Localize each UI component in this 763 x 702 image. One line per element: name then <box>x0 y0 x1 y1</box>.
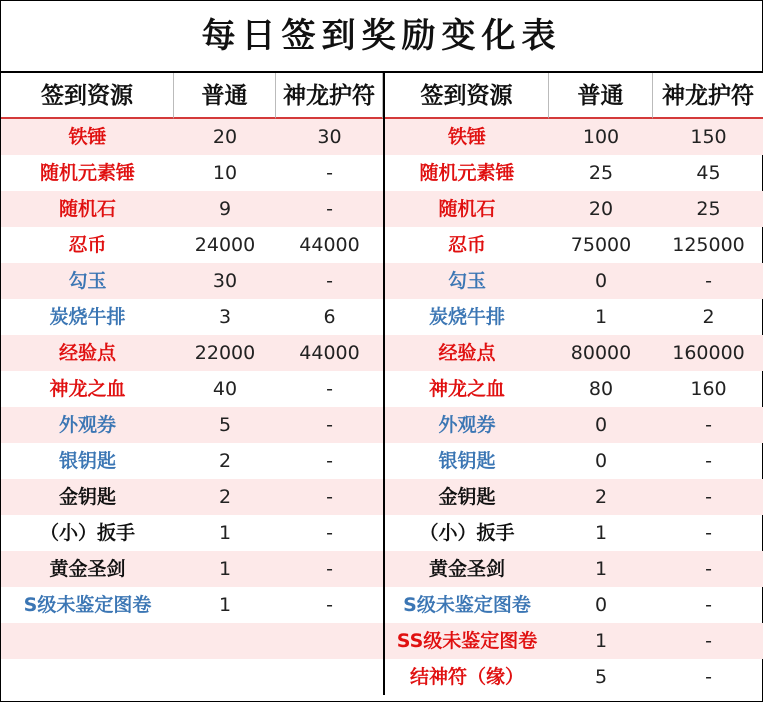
resource-name-cell: 炭烧牛排 <box>49 306 126 328</box>
normal-value-cell: 3 <box>218 306 232 328</box>
resource-name-cell: 黄金圣剑 <box>1 551 174 587</box>
normal-value-cell: 0 <box>594 594 608 616</box>
resource-name-cell: 外观券 <box>385 407 549 443</box>
resource-name-cell: （小）扳手 <box>39 522 135 544</box>
resource-name-cell: 随机石 <box>1 191 174 227</box>
amulet-value-cell: - <box>705 450 712 472</box>
amulet-value-cell: - <box>653 263 763 299</box>
normal-value-cell: 2 <box>549 479 653 515</box>
amulet-value-cell: - <box>326 450 333 472</box>
normal-value-cell: 1 <box>594 306 608 328</box>
normal-value-cell: 75000 <box>570 234 632 256</box>
amulet-value-cell: 2 <box>702 306 715 328</box>
resource-name-cell: 黄金圣剑 <box>385 551 549 587</box>
normal-value-cell: 100 <box>549 119 653 155</box>
amulet-value-cell: 160000 <box>653 335 763 371</box>
resource-name-cell: 随机石 <box>385 191 549 227</box>
normal-value-cell: 80000 <box>549 335 653 371</box>
amulet-value-cell: - <box>276 191 383 227</box>
amulet-value-cell: 30 <box>276 119 383 155</box>
amulet-value-cell: 25 <box>653 191 763 227</box>
amulet-value-cell: - <box>705 522 712 544</box>
amulet-value-cell: - <box>653 479 763 515</box>
resource-name-cell: 结神符（缘） <box>409 666 524 688</box>
resource-name-cell <box>1 623 174 659</box>
normal-value-cell: 22000 <box>174 335 276 371</box>
resource-name-cell: 炭烧牛排 <box>428 306 505 328</box>
amulet-value-cell: 125000 <box>672 234 745 256</box>
resource-name-cell: 外观券 <box>1 407 174 443</box>
resource-name-cell: 铁锤 <box>1 119 174 155</box>
normal-value-cell: 80 <box>588 378 614 400</box>
amulet-value-cell: - <box>326 378 333 400</box>
resource-name-cell: 忍币 <box>447 234 486 256</box>
normal-value-cell: 5 <box>594 666 608 688</box>
normal-value-cell <box>174 659 276 695</box>
amulet-value-cell: - <box>653 551 763 587</box>
left-table <box>1 73 383 695</box>
normal-value-cell: 2 <box>174 479 276 515</box>
normal-value-cell: 1 <box>594 522 608 544</box>
normal-value-cell: 0 <box>549 407 653 443</box>
amulet-value-cell <box>276 623 383 659</box>
resource-name-cell: 神龙之血 <box>428 378 505 400</box>
normal-value-cell: 1 <box>549 551 653 587</box>
right-table <box>383 73 763 695</box>
resource-name-cell: 金钥匙 <box>1 479 174 515</box>
resource-name-cell: S级未鉴定图卷 <box>23 594 152 616</box>
amulet-value-cell: - <box>276 407 383 443</box>
resource-name-cell: 神龙之血 <box>49 378 126 400</box>
amulet-value-cell: - <box>276 479 383 515</box>
normal-value-cell: 1 <box>174 551 276 587</box>
normal-value-cell: 10 <box>212 162 238 184</box>
amulet-value-cell: - <box>276 551 383 587</box>
amulet-value-cell: - <box>705 666 712 688</box>
resource-name-cell: 金钥匙 <box>385 479 549 515</box>
resource-name-cell: 忍币 <box>68 234 107 256</box>
amulet-value-cell: - <box>705 594 712 616</box>
normal-value-cell: 1 <box>218 522 232 544</box>
header-normal: 普通 <box>174 73 276 119</box>
resource-name-cell: 经验点 <box>1 335 174 371</box>
header-normal: 普通 <box>549 73 653 119</box>
resource-name-cell: 铁锤 <box>385 119 549 155</box>
table-title: 每日签到奖励变化表 <box>1 1 762 73</box>
normal-value-cell: 30 <box>174 263 276 299</box>
normal-value-cell: 20 <box>549 191 653 227</box>
resource-name-cell: 勾玉 <box>385 263 549 299</box>
resource-name-cell: 随机元素锤 <box>39 162 135 184</box>
resource-name-cell: S级未鉴定图卷 <box>403 594 531 616</box>
amulet-value-cell: - <box>653 407 763 443</box>
resource-name-cell: 经验点 <box>385 335 549 371</box>
resource-name-cell: 勾玉 <box>1 263 174 299</box>
amulet-value-cell <box>276 659 383 695</box>
resource-name-cell: （小）扳手 <box>419 522 515 544</box>
normal-value-cell: 2 <box>218 450 232 472</box>
amulet-value-cell: 44000 <box>299 234 360 256</box>
normal-value-cell: 0 <box>549 263 653 299</box>
normal-value-cell: 1 <box>549 623 653 659</box>
normal-value-cell: 20 <box>174 119 276 155</box>
normal-value-cell: 5 <box>174 407 276 443</box>
normal-value-cell: 1 <box>218 594 232 616</box>
header-amulet: 神龙护符 <box>653 73 763 119</box>
resource-name-cell <box>1 659 174 695</box>
amulet-value-cell: 44000 <box>276 335 383 371</box>
normal-value-cell: 0 <box>594 450 608 472</box>
resource-name-cell: 随机元素锤 <box>419 162 515 184</box>
amulet-value-cell: 6 <box>323 306 336 328</box>
amulet-value-cell: 150 <box>653 119 763 155</box>
normal-value-cell <box>174 623 276 659</box>
resource-name-cell: 银钥匙 <box>438 450 496 472</box>
amulet-value-cell: - <box>326 522 333 544</box>
amulet-value-cell: - <box>326 594 333 616</box>
amulet-value-cell: 160 <box>690 378 727 400</box>
normal-value-cell: 24000 <box>194 234 256 256</box>
normal-value-cell: 25 <box>588 162 614 184</box>
amulet-value-cell: - <box>653 623 763 659</box>
amulet-value-cell: - <box>276 263 383 299</box>
amulet-value-cell: - <box>326 162 333 184</box>
amulet-value-cell: 45 <box>696 162 721 184</box>
resource-name-cell: SS级未鉴定图卷 <box>385 623 549 659</box>
normal-value-cell: 9 <box>174 191 276 227</box>
resource-name-cell: 银钥匙 <box>58 450 116 472</box>
header-resource: 签到资源 <box>1 73 174 119</box>
header-amulet: 神龙护符 <box>276 73 383 119</box>
header-resource: 签到资源 <box>385 73 549 119</box>
normal-value-cell: 40 <box>212 378 238 400</box>
